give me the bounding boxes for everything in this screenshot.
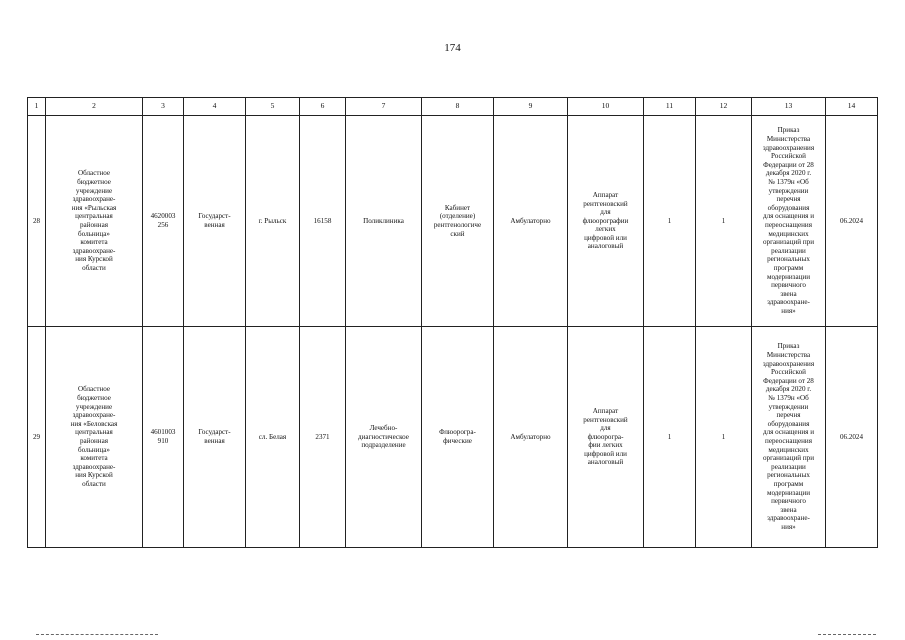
column-header: 1 [28,98,46,116]
column-header: 14 [826,98,878,116]
column-header: 3 [143,98,184,116]
deadline-date: 06.2024 [826,116,878,327]
department: Флюорогра- фические [422,327,494,548]
quantity-b: 1 [696,116,752,327]
organization-name: Областное бюджетное учреждение здравоохране- ния «Рыльская центральная районная больница» комитета здравоохране- ния Курской области [46,116,143,327]
quantity-a: 1 [644,116,696,327]
column-header: 4 [184,98,246,116]
equipment-table [27,97,878,548]
table-row [28,327,878,548]
locality: сл. Белая [246,327,300,548]
row-number: 29 [28,327,46,548]
legal-basis: Приказ Министерства здравоохранения Российской Федерации от 28 декабря 2020 г. № 1379н «Об утверждении перечня оборудования для оснащения и переоснащения медицинских организаций при реализации региональных программ модернизации первичного звена здравоохране- ния» [752,116,826,327]
table-header-row [28,98,878,116]
locality: г. Рыльск [246,116,300,327]
column-header: 8 [422,98,494,116]
column-header: 2 [46,98,143,116]
department: Кабинет (отделение) рентгенологиче ский [422,116,494,327]
equipment-name: Аппарат рентгеновский для флюорогра- фии легких цифровой или аналоговый [568,327,644,548]
deadline-date: 06.2024 [826,327,878,548]
column-header: 12 [696,98,752,116]
care-form: Амбулаторно [494,116,568,327]
legal-basis: Приказ Министерства здравоохранения Российской Федерации от 28 декабря 2020 г. № 1379н «Об утверждении перечня оборудования для оснащения и переоснащения медицинских организаций при реализации региональных программ модернизации первичного звена здравоохране- ния» [752,327,826,548]
equipment-name: Аппарат рентгеновский для флюорографии легких цифровой или аналоговый [568,116,644,327]
row-number: 28 [28,116,46,327]
bottom-scan-line-right [818,634,876,635]
column-header: 10 [568,98,644,116]
quantity-a: 1 [644,327,696,548]
bottom-scan-line-left [36,634,158,635]
organization-code: 4620003 256 [143,116,184,327]
quantity-b: 1 [696,327,752,548]
ownership-form: Государст- венная [184,327,246,548]
care-form: Амбулаторно [494,327,568,548]
organization-code: 4601003 910 [143,327,184,548]
column-header: 9 [494,98,568,116]
ownership-form: Государст- венная [184,116,246,327]
organization-name: Областное бюджетное учреждение здравоохране- ния «Беловская центральная районная больница» комитета здравоохране- ния Курской области [46,327,143,548]
column-header: 13 [752,98,826,116]
subdivision: Поликлиника [346,116,422,327]
population: 2371 [300,327,346,548]
column-header: 11 [644,98,696,116]
column-header: 7 [346,98,422,116]
column-header: 6 [300,98,346,116]
page-number: 174 [444,42,461,54]
table-row [28,116,878,327]
column-header: 5 [246,98,300,116]
population: 16158 [300,116,346,327]
subdivision: Лечебно- диагностическое подразделение [346,327,422,548]
